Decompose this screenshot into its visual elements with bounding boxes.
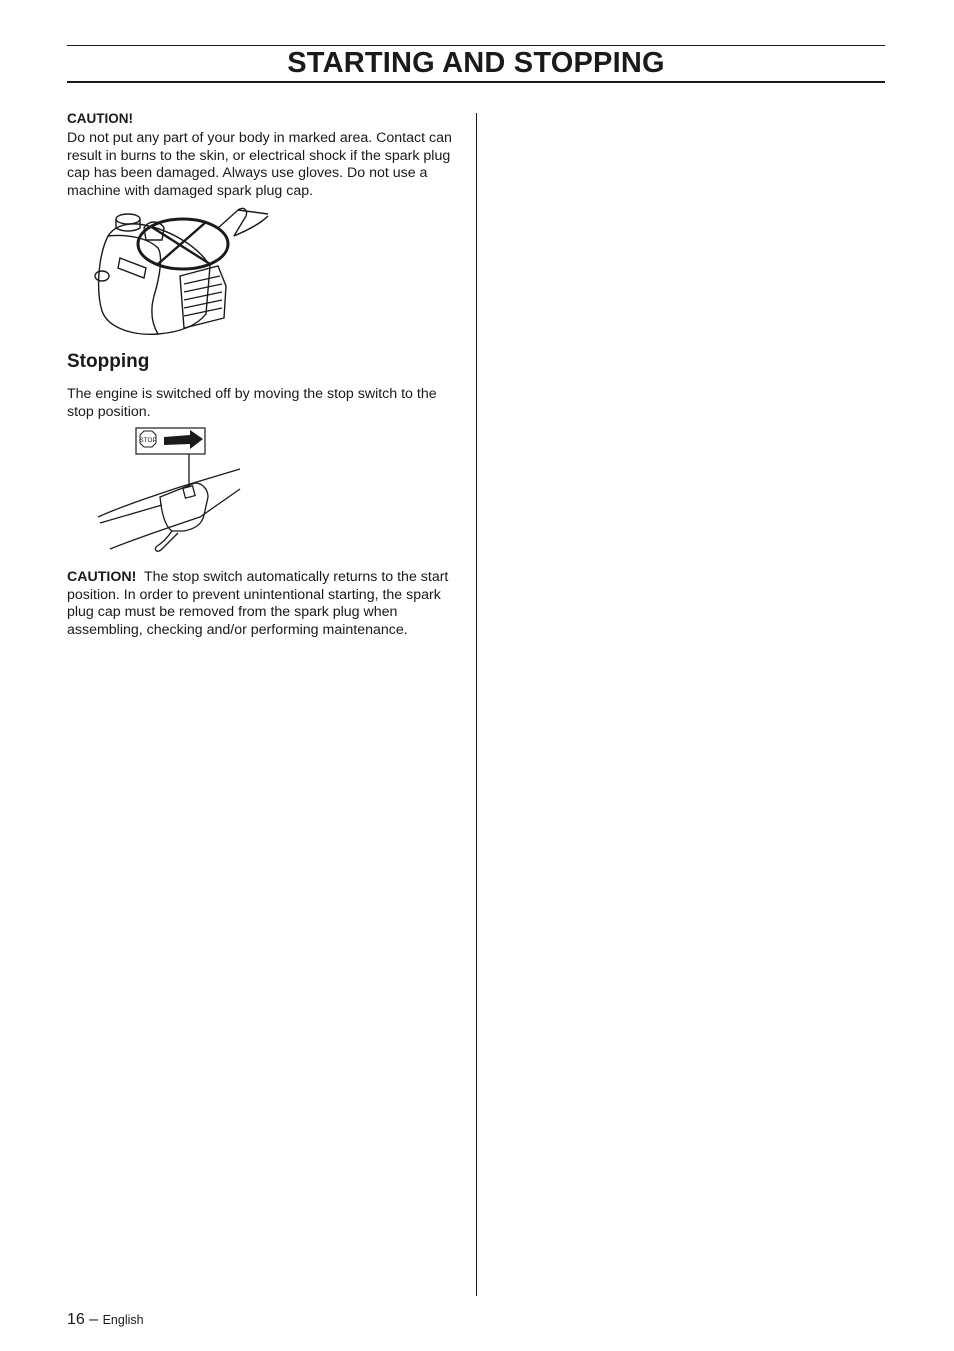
column-divider — [476, 113, 477, 1296]
header-bottom-rule — [67, 81, 885, 83]
section-heading-stopping: Stopping — [67, 351, 150, 372]
caution-2-paragraph — [67, 569, 457, 639]
caution-heading: CAUTION! — [67, 111, 133, 126]
caution-2-label: CAUTION! — [67, 569, 137, 585]
footer-language: English — [102, 1313, 144, 1327]
caution-text: Do not put any part of your body in marked area. Contact can result in burns to the skin, or electrical shock if the spark plug cap has been damaged. Always use gloves. Do not use a machine with damaged spark plug cap. — [67, 130, 452, 199]
page-title: STARTING AND STOPPING — [287, 47, 665, 79]
stop-switch-illustration — [90, 427, 250, 557]
stopping-text: The engine is switched off by moving the stop switch to the stop position. — [67, 386, 437, 420]
caution-2-text: The stop switch automatically returns to the start position. In order to prevent unintentional starting, the spark plug cap must be removed from the spark plug when assembling, checking and/or performing maintenance. — [67, 569, 449, 638]
engine-hot-area-illustration — [88, 206, 273, 340]
page-number: 16 – — [67, 1311, 99, 1328]
stop-label: STOP — [139, 437, 157, 444]
page-footer — [67, 1311, 144, 1329]
